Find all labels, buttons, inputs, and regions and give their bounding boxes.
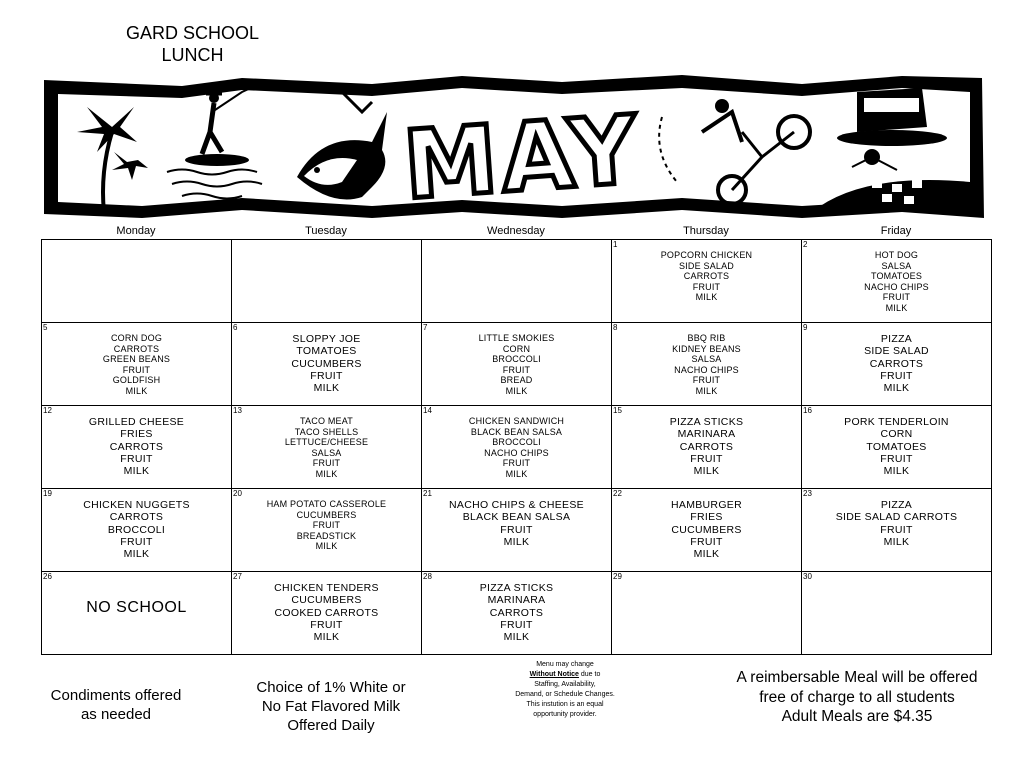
- menu-item: TOMATOES: [870, 271, 923, 282]
- day-number: 23: [803, 489, 812, 498]
- menu-item: FRUIT: [120, 452, 153, 465]
- condiments-line-2: as needed: [80, 706, 152, 723]
- menu-item: KIDNEY BEANS: [672, 343, 741, 354]
- menu-item: GRILLED CHEESE: [88, 416, 185, 428]
- calendar-day-cell: [802, 572, 992, 655]
- menu-item: FRUIT: [882, 292, 911, 303]
- menu-item: CORN DOG: [110, 333, 163, 343]
- day-number: 14: [423, 406, 432, 415]
- menu-item: FRUIT: [310, 618, 343, 631]
- menu-items: [422, 582, 611, 643]
- calendar-day-cell: [232, 406, 422, 489]
- calendar-day-cell: [232, 240, 422, 323]
- svg-text:MAY: MAY: [400, 95, 645, 222]
- disclaimer-line-3: Staffing, Availability,: [534, 681, 596, 688]
- menu-item: BREAD: [500, 375, 533, 386]
- calendar-week: [42, 489, 992, 572]
- menu-item: NO SCHOOL: [86, 599, 187, 616]
- menu-title: [100, 22, 285, 66]
- calendar-day-cell: [802, 406, 992, 489]
- may-banner-art: [42, 72, 986, 222]
- menu-item: MARINARA: [677, 428, 736, 441]
- calendar-day-cell: [42, 489, 232, 572]
- menu-item: SLOPPY JOE: [292, 333, 361, 345]
- menu-item: FRUIT: [692, 375, 721, 386]
- menu-items: [422, 416, 611, 480]
- milk-note: [238, 678, 424, 735]
- day-number: 5: [43, 323, 48, 332]
- menu-item: FRUIT: [312, 520, 341, 531]
- day-header-wednesday: Wednesday: [487, 225, 545, 237]
- menu-item: BROCCOLI: [107, 523, 166, 536]
- menu-item: MILK: [883, 535, 910, 548]
- menu-item: MILK: [885, 302, 908, 313]
- calendar-day-cell: [802, 323, 992, 406]
- menu-item: GOLDFISH: [112, 375, 161, 386]
- menu-item: HAMBURGER: [671, 499, 742, 511]
- menu-item: TOMATOES: [866, 440, 927, 453]
- menu-item: SALSA: [881, 260, 912, 271]
- day-number: 7: [423, 323, 428, 332]
- menu-item: FRIES: [690, 511, 723, 524]
- calendar-day-cell: [422, 406, 612, 489]
- calendar-week: [42, 406, 992, 489]
- calendar-day-cell: [42, 240, 232, 323]
- day-number: 12: [43, 406, 52, 415]
- menu-items: [612, 499, 801, 560]
- menu-item: BLACK BEAN SALSA: [462, 511, 571, 524]
- menu-item: MILK: [503, 631, 530, 644]
- menu-item: MARINARA: [487, 594, 546, 607]
- menu-item: PIZZA STICKS: [669, 416, 744, 428]
- day-number: 26: [43, 572, 52, 581]
- calendar-week: [42, 572, 992, 655]
- may-lettering: [400, 96, 644, 221]
- menu-item: MILK: [883, 382, 910, 395]
- menu-item: FRUIT: [502, 364, 531, 375]
- disclaimer-line-2: [495, 670, 635, 680]
- menu-item: NACHO CHIPS: [864, 281, 929, 292]
- title-line-2: LUNCH: [161, 45, 224, 65]
- menu-item: BROCCOLI: [492, 354, 541, 365]
- day-number: 22: [613, 489, 622, 498]
- calendar-day-cell: [612, 323, 802, 406]
- menu-item: BLACK BEAN SALSA: [470, 426, 563, 437]
- menu-item: TOMATOES: [296, 345, 357, 358]
- menu-item: FRUIT: [880, 369, 913, 382]
- day-number: 30: [803, 572, 812, 581]
- condiments-note: [30, 686, 202, 724]
- menu-item: MILK: [695, 292, 718, 303]
- calendar-day-cell: [802, 489, 992, 572]
- menu-items: [612, 416, 801, 477]
- calendar-day-cell: [422, 572, 612, 655]
- day-number: 2: [803, 240, 808, 249]
- menu-item: MILK: [883, 465, 910, 478]
- menu-item: CARROTS: [683, 271, 730, 282]
- menu-items: [612, 333, 801, 397]
- meal-note: [712, 668, 1002, 727]
- menu-items: [422, 333, 611, 397]
- calendar-day-cell: [612, 240, 802, 323]
- menu-item: TACO MEAT: [300, 416, 353, 426]
- disclaimer-line-4: Demand, or Schedule Changes.: [515, 691, 615, 698]
- milk-line-1: Choice of 1% White or: [256, 679, 406, 696]
- menu-item: FRIES: [120, 428, 153, 441]
- menu-item: GREEN BEANS: [102, 354, 171, 365]
- menu-item: HOT DOG: [874, 250, 919, 260]
- menu-items: [802, 416, 991, 477]
- menu-item: CHICKEN NUGGETS: [83, 499, 190, 511]
- menu-item: CUCUMBERS: [671, 523, 742, 536]
- menu-item: CUCUMBERS: [291, 357, 362, 370]
- menu-items: [612, 250, 801, 303]
- menu-item: CARROTS: [489, 606, 544, 619]
- menu-calendar: [41, 239, 992, 655]
- menu-item: LETTUCE/CHEESE: [284, 437, 369, 448]
- menu-items: [232, 499, 421, 552]
- calendar-day-cell: [42, 406, 232, 489]
- calendar-day-cell: [232, 489, 422, 572]
- calendar-day-cell: [612, 406, 802, 489]
- day-number: 28: [423, 572, 432, 581]
- menu-item: TACO SHELLS: [294, 426, 359, 437]
- day-number: 29: [613, 572, 622, 581]
- menu-item: LITTLE SMOKIES: [478, 333, 555, 343]
- disclaimer-line-5: This instution is an equal: [526, 701, 604, 708]
- menu-item: COOKED CARROTS: [274, 606, 379, 619]
- day-number: 16: [803, 406, 812, 415]
- menu-item: MILK: [503, 535, 530, 548]
- menu-item: CORN: [502, 343, 531, 354]
- milk-line-3: Offered Daily: [287, 717, 375, 734]
- menu-item: MILK: [505, 385, 528, 396]
- menu-item: PIZZA: [880, 499, 913, 511]
- menu-item: FRUIT: [120, 535, 153, 548]
- menu-item: PIZZA: [880, 333, 913, 345]
- meal-line-3: Adult Meals are $4.35: [781, 708, 933, 725]
- day-number: 27: [233, 572, 242, 581]
- calendar-week: [42, 240, 992, 323]
- menu-items: [42, 416, 231, 477]
- title-line-1: GARD SCHOOL: [125, 23, 260, 43]
- menu-item: PIZZA STICKS: [479, 582, 554, 594]
- menu-item: FRUIT: [502, 458, 531, 469]
- without-notice-text: Without Notice: [529, 671, 579, 678]
- menu-item: CARROTS: [109, 440, 164, 453]
- menu-item: FRUIT: [880, 452, 913, 465]
- menu-item: CUCUMBERS: [296, 509, 357, 520]
- menu-item: MILK: [695, 385, 718, 396]
- menu-item: FRUIT: [122, 364, 151, 375]
- calendar-day-cell: [232, 323, 422, 406]
- menu-item: MILK: [123, 465, 150, 478]
- menu-item: BBQ RIB: [687, 333, 726, 343]
- menu-item: FRUIT: [880, 523, 913, 536]
- menu-item: FRUIT: [500, 523, 533, 536]
- menu-item: CUCUMBERS: [291, 594, 362, 607]
- menu-item: MILK: [313, 382, 340, 395]
- menu-item: CARROTS: [679, 440, 734, 453]
- calendar-day-cell: [422, 323, 612, 406]
- calendar-day-cell: [612, 489, 802, 572]
- day-number: 8: [613, 323, 618, 332]
- menu-item: SALSA: [691, 354, 722, 365]
- menu-item: FRUIT: [690, 452, 723, 465]
- menu-item: MILK: [315, 468, 338, 479]
- menu-item: MILK: [123, 548, 150, 561]
- menu-item: CARROTS: [109, 511, 164, 524]
- menu-items: [802, 499, 991, 548]
- menu-item: HAM POTATO CASSEROLE: [266, 499, 387, 509]
- day-number: 6: [233, 323, 238, 332]
- menu-item: MILK: [693, 548, 720, 561]
- day-header-monday: Monday: [116, 225, 156, 237]
- menu-items: [42, 499, 231, 560]
- menu-items: [42, 598, 231, 618]
- day-number: 20: [233, 489, 242, 498]
- menu-item: BREADSTICK: [296, 530, 357, 541]
- menu-item: CHICKEN SANDWICH: [468, 416, 565, 426]
- menu-items: [422, 499, 611, 548]
- day-number: 15: [613, 406, 622, 415]
- calendar-day-cell: [232, 572, 422, 655]
- disclaimer-due-to: due to: [578, 671, 601, 678]
- disclaimer-line-6: opportunity provider.: [533, 711, 597, 718]
- day-number: 13: [233, 406, 242, 415]
- day-number: 1: [613, 240, 618, 249]
- menu-item: CARROTS: [869, 357, 924, 370]
- menu-item: NACHO CHIPS: [484, 447, 549, 458]
- meal-line-1: A reimbersable Meal will be offered: [736, 669, 978, 686]
- day-number: 9: [803, 323, 808, 332]
- condiments-line-1: Condiments offered: [50, 687, 182, 704]
- menu-item: FRUIT: [312, 458, 341, 469]
- day-header-friday: Friday: [880, 225, 912, 237]
- menu-items: [232, 333, 421, 394]
- calendar-day-cell: [42, 323, 232, 406]
- meal-line-2: free of charge to all students: [759, 688, 955, 706]
- day-header-tuesday: Tuesday: [305, 225, 347, 237]
- menu-item: FRUIT: [692, 281, 721, 292]
- menu-items: [232, 416, 421, 480]
- disclaimer-line-1: Menu may change: [536, 661, 594, 668]
- calendar-day-cell: [42, 572, 232, 655]
- calendar-day-cell: [802, 240, 992, 323]
- menu-item: BROCCOLI: [492, 437, 541, 448]
- menu-item: MILK: [315, 541, 338, 552]
- menu-item: NACHO CHIPS & CHEESE: [449, 499, 584, 511]
- menu-item: SIDE SALAD: [678, 260, 735, 271]
- day-number: 21: [423, 489, 432, 498]
- menu-item: FRUIT: [310, 369, 343, 382]
- menu-item: POPCORN CHICKEN: [660, 250, 753, 260]
- day-number: 19: [43, 489, 52, 498]
- menu-item: MILK: [125, 385, 148, 396]
- calendar-week: [42, 323, 992, 406]
- menu-item: FRUIT: [690, 535, 723, 548]
- menu-items: [802, 250, 991, 314]
- menu-item: NACHO CHIPS: [674, 364, 739, 375]
- menu-item: CARROTS: [113, 343, 160, 354]
- menu-items: [232, 582, 421, 643]
- calendar-day-cell: [422, 489, 612, 572]
- menu-item: FRUIT: [500, 618, 533, 631]
- menu-items: [42, 333, 231, 397]
- menu-item: MILK: [505, 468, 528, 479]
- menu-item: MILK: [313, 631, 340, 644]
- menu-items: [802, 333, 991, 394]
- day-header-thursday: Thursday: [683, 225, 729, 237]
- menu-item: PORK TENDERLOIN: [844, 416, 949, 428]
- menu-item: SIDE SALAD: [864, 345, 929, 358]
- menu-item: SALSA: [311, 447, 342, 458]
- disclaimer-note: [495, 660, 635, 720]
- menu-item: CORN: [880, 428, 913, 441]
- calendar-day-cell: [612, 572, 802, 655]
- calendar-day-cell: [422, 240, 612, 323]
- milk-line-2: No Fat Flavored Milk: [261, 698, 401, 715]
- menu-item: SIDE SALAD CARROTS: [835, 511, 958, 524]
- menu-item: CHICKEN TENDERS: [274, 582, 379, 594]
- menu-item: MILK: [693, 465, 720, 478]
